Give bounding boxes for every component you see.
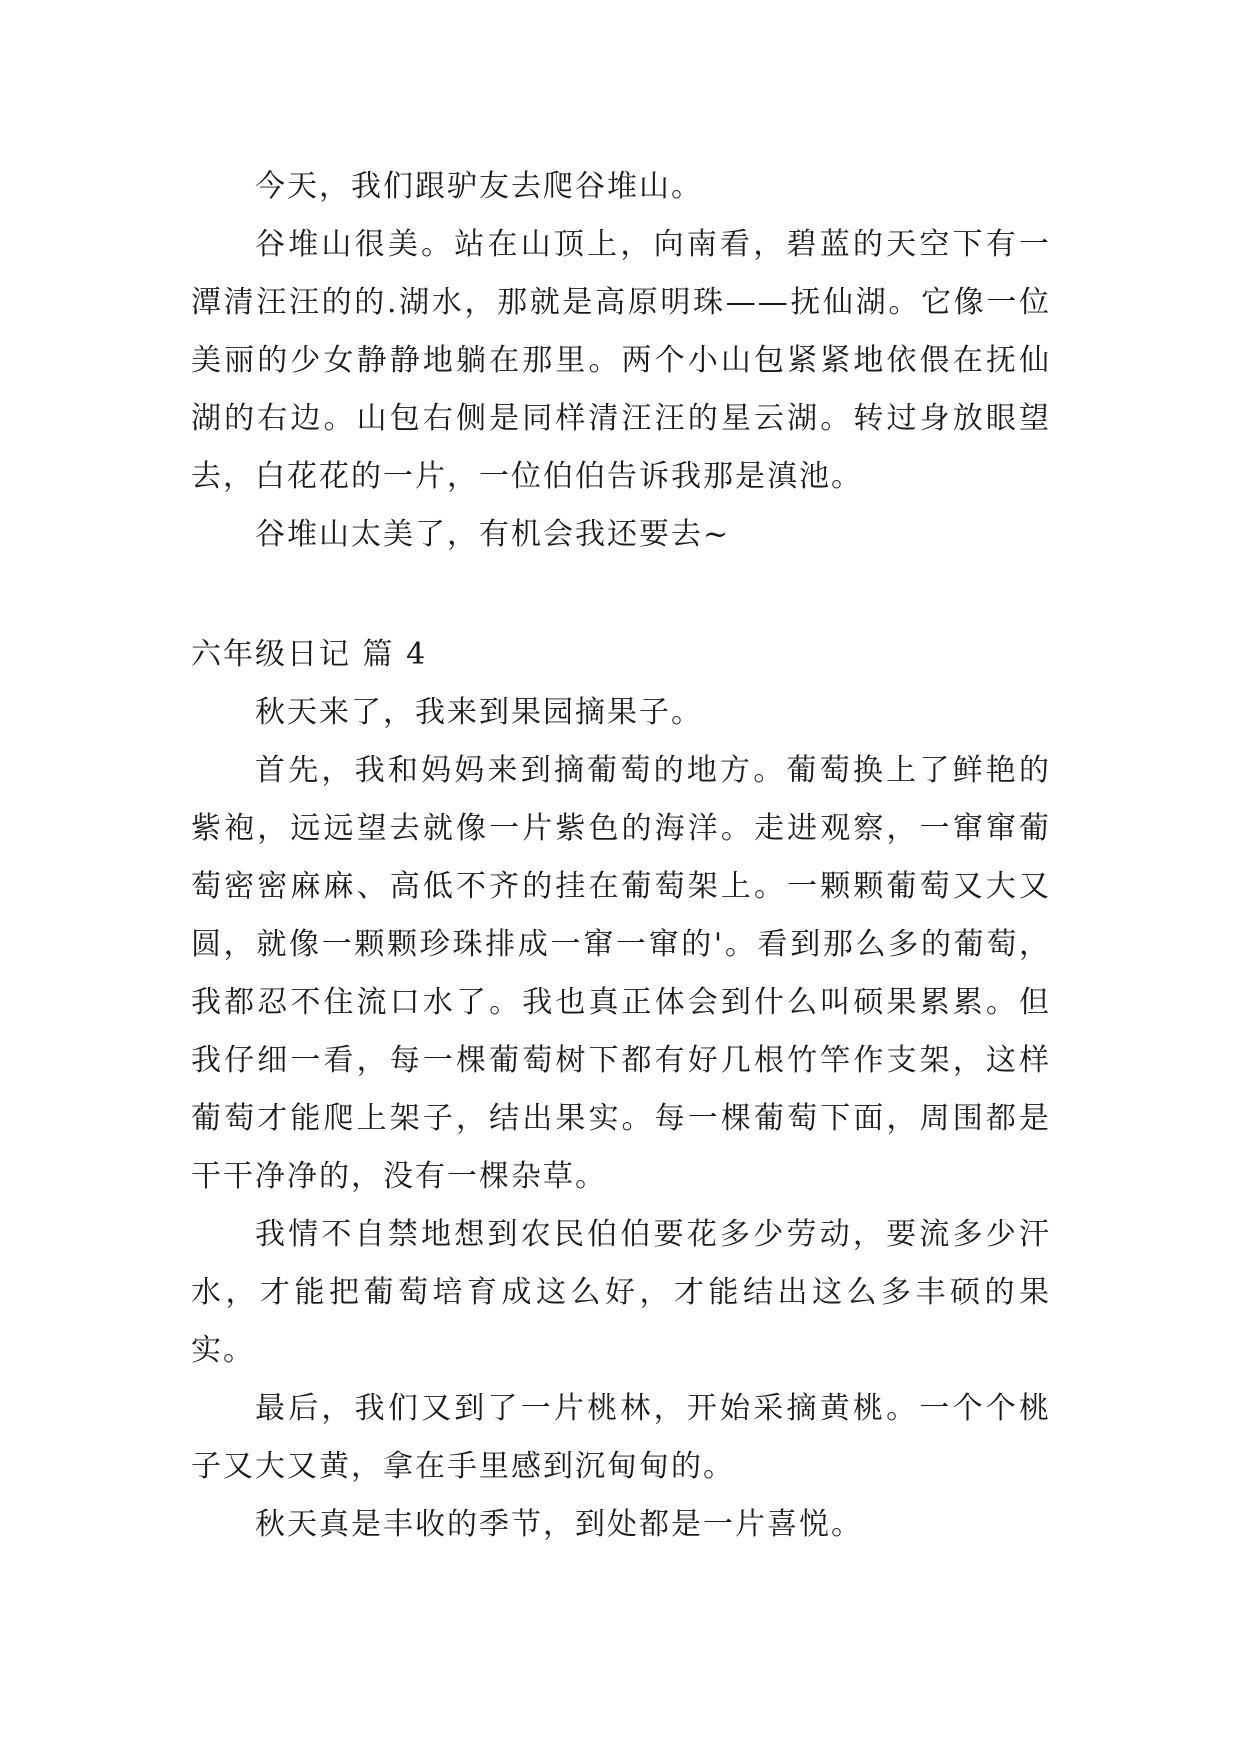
paragraph: 首先，我和妈妈来到摘葡萄的地方。葡萄换上了鲜艳的紫袍，远远望去就像一片紫色的海洋。走进观察，一窜窜葡萄密密麻麻、高低不齐的挂在葡萄架上。一颗颗葡萄又大又圆，就像一颗颗珍珠排成一窜一窜的'。看到那么多的葡萄，我都忍不住流口水了。我也真正体会到什么叫硕果累累。但我仔细一看，每一棵葡萄树下都有好几根竹竿作支架，这样葡萄才能爬上架子，结出果实。每一棵葡萄下面，周围都是干干净净的，没有一棵杂草。 [191, 753, 1051, 1194]
paragraph: 最后，我们又到了一片桃林，开始采摘黄桃。一个个桃子又大又黄，拿在手里感到沉甸甸的。 [191, 1391, 1051, 1484]
paragraph: 秋天来了，我来到果园摘果子。 [255, 695, 703, 730]
paragraph: 谷堆山很美。站在山顶上，向南看，碧蓝的天空下有一潭清汪汪的的.湖水，那就是高原明珠——抚仙湖。它像一位美丽的少女静静地躺在那里。两个小山包紧紧地依偎在抚仙湖的右边。山包右侧是同样清汪汪的星云湖。转过身放眼望去，白花花的一片，一位伯伯告诉我那是滇池。 [191, 227, 1051, 494]
paragraph: 我情不自禁地想到农民伯伯要花多少劳动，要流多少汗水，才能把葡萄培育成这么好，才能结出这么多丰硕的果实。 [191, 1217, 1051, 1368]
diary-entry-3-continued [191, 158, 1051, 564]
paragraph: 秋天真是丰收的季节，到处都是一片喜悦。 [255, 1507, 863, 1542]
entry-heading: 六年级日记 篇 4 [191, 637, 428, 672]
paragraph: 谷堆山太美了，有机会我还要去~ [255, 517, 731, 552]
paragraph: 今天，我们跟驴友去爬谷堆山。 [255, 169, 703, 204]
diary-entry-4 [191, 626, 1051, 1554]
